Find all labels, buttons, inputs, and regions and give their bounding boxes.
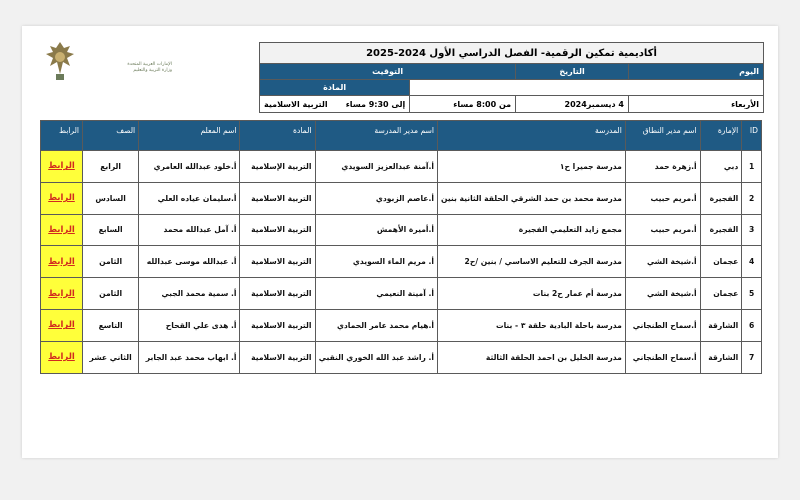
row-school: مدرسة محمد بن حمد الشرقي الحلقة الثانية بنين xyxy=(438,182,626,214)
row-teacher: أ. ابهاب محمد عبد الجابر xyxy=(139,341,240,373)
row-school: مدرسة الخليل بن احمد الحلقة الثالثة xyxy=(438,341,626,373)
col-header-school: المدرسة xyxy=(438,121,626,151)
row-zone-manager: أ.مريم حبيب xyxy=(625,182,700,214)
row-id: 1 xyxy=(742,151,762,183)
row-id: 2 xyxy=(742,182,762,214)
document-page xyxy=(22,26,778,458)
row-emirate: عجمان xyxy=(700,246,742,278)
session-link[interactable]: الرابط xyxy=(48,193,75,204)
row-grade: السادس xyxy=(83,182,139,214)
session-link[interactable]: الرابط xyxy=(48,320,75,331)
row-teacher: أ. هدى علي القحاح xyxy=(139,309,240,341)
row-principal: أ.هيام محمد عامر الحمادي xyxy=(315,309,438,341)
row-emirate: الشارقة xyxy=(700,341,742,373)
row-teacher: أ.خلود عبدالله العامري xyxy=(139,151,240,183)
row-link-cell xyxy=(41,341,83,373)
time-to-value: إلى 9:30 مساء xyxy=(345,99,406,109)
date-value: 4 ديسمبر2024 xyxy=(516,96,629,113)
table-row xyxy=(41,246,762,278)
schedule-table xyxy=(40,120,762,374)
row-zone-manager: أ.مريم حبيب xyxy=(625,214,700,246)
row-teacher: أ. عبدالله موسى عبدالله xyxy=(139,246,240,278)
session-link[interactable]: الرابط xyxy=(48,352,75,363)
row-principal: أ.عاصم الزبودي xyxy=(315,182,438,214)
row-grade: الثاني عشر xyxy=(83,341,139,373)
row-subject: التربية الاسلامية xyxy=(240,309,315,341)
row-subject: التربية الاسلامية xyxy=(240,278,315,310)
page-title: أكاديمية تمكين الرقمية- الفصل الدراسي الأول 2024-2025 xyxy=(260,43,764,64)
session-link[interactable]: الرابط xyxy=(48,256,75,267)
row-school: مدرسة باحلة البادية حلقة ٣ - بنات xyxy=(438,309,626,341)
table-row xyxy=(41,182,762,214)
row-principal: أ. آمينة النعيمي xyxy=(315,278,438,310)
col-header-grade: الصف xyxy=(83,121,139,151)
row-subject: التربية الاسلامية xyxy=(240,341,315,373)
row-id: 7 xyxy=(742,341,762,373)
row-id: 6 xyxy=(742,309,762,341)
row-grade: التاسع xyxy=(83,309,139,341)
row-zone-manager: أ.شيخة الشي xyxy=(625,278,700,310)
table-row xyxy=(41,309,762,341)
ministry-logo xyxy=(40,40,172,86)
header-spacer xyxy=(410,80,764,96)
row-teacher: أ.سليمان عياده العلي xyxy=(139,182,240,214)
falcon-emblem-icon xyxy=(40,40,80,84)
ministry-name: الإمارات العربية المتحدة وزارة التربية والتعليم xyxy=(127,62,172,73)
row-emirate: الفجيرة xyxy=(700,214,742,246)
row-subject: التربية الاسلامية xyxy=(240,182,315,214)
day-value: الأربعاء xyxy=(628,96,763,113)
row-link-cell xyxy=(41,182,83,214)
col-header-teacher: اسم المعلم xyxy=(139,121,240,151)
col-header-link: الرابط xyxy=(41,121,83,151)
session-link[interactable]: الرابط xyxy=(48,288,75,299)
row-subject: التربية الاسلامية xyxy=(240,246,315,278)
row-school: مدرسة جميرا ح١ xyxy=(438,151,626,183)
row-teacher: أ. آمل عبدالله محمد xyxy=(139,214,240,246)
row-emirate: الفجيرة xyxy=(700,182,742,214)
row-emirate: الشارقة xyxy=(700,309,742,341)
table-row xyxy=(41,278,762,310)
row-principal: أ. مريم الماء السويدي xyxy=(315,246,438,278)
session-link[interactable]: الرابط xyxy=(48,161,75,172)
row-grade: السابع xyxy=(83,214,139,246)
col-header-principal: اسم مدير المدرسة xyxy=(315,121,438,151)
row-school: مدرسة أم عمار ح2 بنات xyxy=(438,278,626,310)
time-subject-cell xyxy=(260,96,410,113)
subject-value: التربية الاسلامية xyxy=(264,99,328,109)
session-link[interactable]: الرابط xyxy=(48,224,75,235)
table-row xyxy=(41,151,762,183)
col-header-zone-manager: اسم مدير النطاق xyxy=(625,121,700,151)
row-principal: أ.أميرة الأهمش xyxy=(315,214,438,246)
table-row xyxy=(41,341,762,373)
row-zone-manager: أ.زهرة حمد xyxy=(625,151,700,183)
date-label: التاريخ xyxy=(516,64,629,80)
time-label: التوقيت xyxy=(260,64,516,80)
row-grade: الثامن xyxy=(83,246,139,278)
row-link-cell xyxy=(41,309,83,341)
row-link-cell xyxy=(41,214,83,246)
row-id: 3 xyxy=(742,214,762,246)
row-principal: أ. راشد عبد الله الخوري النقبي xyxy=(315,341,438,373)
row-emirate: دبي xyxy=(700,151,742,183)
row-zone-manager: أ.شيخة الشي xyxy=(625,246,700,278)
table-row xyxy=(41,214,762,246)
table-header-row xyxy=(41,121,762,151)
day-label: اليوم xyxy=(628,64,763,80)
row-link-cell xyxy=(41,246,83,278)
row-subject: التربية الاسلامية xyxy=(240,214,315,246)
col-header-id: ID xyxy=(742,121,762,151)
col-header-subject: المادة xyxy=(240,121,315,151)
row-zone-manager: أ.سماح الطنجاني xyxy=(625,341,700,373)
row-grade: الرابع xyxy=(83,151,139,183)
row-zone-manager: أ.سماح الطنجاني xyxy=(625,309,700,341)
row-link-cell xyxy=(41,278,83,310)
row-id: 5 xyxy=(742,278,762,310)
row-principal: أ.آمنة عبدالعزيز السويدي xyxy=(315,151,438,183)
row-id: 4 xyxy=(742,246,762,278)
row-emirate: عجمان xyxy=(700,278,742,310)
session-info-table xyxy=(259,42,764,113)
col-header-emirate: الإمارة xyxy=(700,121,742,151)
time-from-value: من 8:00 مساء xyxy=(410,96,516,113)
row-grade: الثامن xyxy=(83,278,139,310)
row-subject: التربية الإسلامية xyxy=(240,151,315,183)
row-link-cell xyxy=(41,151,83,183)
subject-label: المادة xyxy=(260,80,410,96)
row-school: مدرسة الجرف للتعليم الاساسي / بنين /ح2 xyxy=(438,246,626,278)
row-teacher: أ. سمية محمد الجبي xyxy=(139,278,240,310)
row-school: مجمع زايد التعليمي الفجيرة xyxy=(438,214,626,246)
